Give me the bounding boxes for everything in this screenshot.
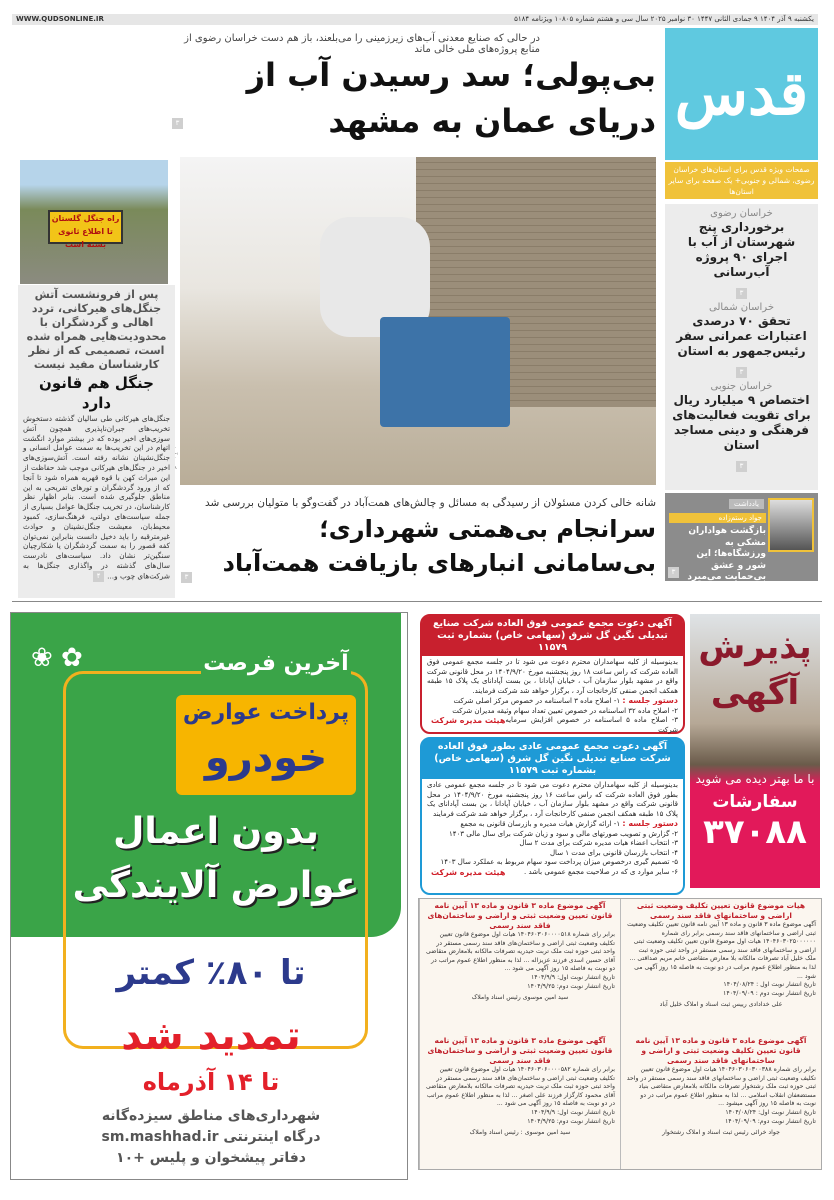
province-title: تحقق ۷۰ درصدی اعتبارات عمرانی سفر رئیس‌جمهور به استان [676, 314, 807, 358]
province-title: برخورداری پنج شهرستان از آب با اجرای ۹۰ پروژه آب‌رسانی [687, 220, 796, 279]
page-ref: ۳ [736, 288, 747, 299]
legal-notice: آگهی موضوع ماده ۳ قانون و ماده ۱۳ آیین نامه قانون تعیین وضعیت ثبتی و اراضی و ساختمان‌های فاقد سند رسمی برابر رای شماره ۱۴۰۴۶۰۳۰۶۰۰۰۰۵۱۸ هیات اول موضوع قانون تعیین تکلیف وضعیت ثبتی اراضی و ساختمان‌های فاقد سند رسمی مستقر در واحد ثبتی حوزه ثبت ملک تربت حیدریه تصرفات مالکانه بلامعارض متقاضی آقای حسین اسدی فرزند عزیزاله ... لذا به منظور اطلاع عموم مراتب در دو نوبت به فاصله ۱۵ روز آگهی می شود ... تاریخ انتشار نوبت اول: ۱۴۰۴/۹/۹ تاریخ انتشار نوبت دوم: ۱۴۰۴/۹/۲۵ سید امین موسوی رئیس اسناد واملاک [419, 899, 620, 1034]
page-ref: ۳ [736, 461, 747, 472]
ad-line: پرداخت عوارض [182, 700, 350, 725]
ad-line: آگهی [710, 673, 800, 713]
date-line: یکشنبه ۹ آذر ۱۴۰۴ ۹ جمادی الثانی ۱۴۴۷ ۳۰ نوامبر ۲۰۲۵ سال سی و هشتم شماره ۱۰۸۰۵ ویژنامه ۵۱۸۴ [514, 15, 814, 23]
province-item[interactable] [669, 380, 814, 472]
notice-title: آگهی دعوت مجمع عمومی فوق العاده شرکت صنایع تبدیلی نگین گل شرق (سهامی خاص) بشماره ثبت ۱۱۵۷۹ [422, 616, 683, 656]
newspaper-logo: قدس [665, 28, 818, 160]
ad-url[interactable]: درگاه اینترنتی sm.mashhad.ir [101, 1129, 321, 1145]
ad-line: خودرو [204, 735, 328, 781]
legal-notice: هیات موضوع قانون تعیین تکلیف وضعیت ثبتی اراضی و ساختمانهای فاقد سند رسمی آگهی موضوع ماده ۳ قانون و ماده ۱۳ آیین نامه قانون تعیین تکلیف وضعیت ثبتی اراضی و ساختمانهای فاقد سند رسمی برابر رای شماره ۱۴۰۴۶۰۳۰۲۵۰۰۰۰۰۰ هیات اول موضوع قانون تعیین تکلیف وضعیت ثبتی اراضی و ساختمانهای فاقد سند رسمی مستقر در واحد ثبتی حوزه ثبت ملک خلیل آباد تصرفات مالکانه بلا معارض متقاضی خانم مریم صداقتی ... لذا به منظور اطلاع عموم مراتب در دو نوبت به فاصله ۱۵ روز آگهی می شود ... تاریخ انتشار نوبت اول : ۱۴۰۴/۰۸/۲۴ تاریخ انتشار نوبت دوم : ۱۴۰۴/۰۹/۰۹ علی خدادادی رییس ثبت اسناد و املاک خلیل آباد [620, 899, 821, 1034]
note-label: یادداشت [729, 499, 764, 509]
notice-body: بدینوسیله از کلیه سهامداران محترم دعوت می شود تا در جلسه مجمع عمومی فوق العاده شرکت که راس ساعت ۱۸ روز پنجشنبه مورخ ۱۴۰۴/۹/۲۰ در محل قانونی شرکت واقع در مشهد بلوار سازمان آب ، خیابان آپادانا ، بن بست آپادانای یک پلاک ۱۵ طبقه همکف انجمن صنفی کارخانجات آرد ، برگزار خواهد شد شرکت فرمایند. دستور جلسه : ۱- اصلاح ماده ۳ اساسنامه در خصوص مرکز اصلی شرکت ۲- اصلاح ماده ۳۲ اساسنامه در خصوص تعیین تعداد سهام وثیقه مدیران شرکت هیئت مدیره شرکت ۳- اصلاح ماده ۵ اساسنامه در خصوص افزایش سرمایه شرکت [427, 658, 679, 734]
forest-photo [20, 160, 168, 284]
provinces-column [665, 204, 818, 490]
province-label: خراسان شمالی [708, 302, 774, 313]
top-bar [12, 14, 818, 25]
second-kicker: شانه خالی کردن مسئولان از رسیدگی به مسائل و چالش‌های همت‌آباد در گفت‌وگو با متولیان بررسی شد [204, 497, 656, 509]
page-ref: ۳ [668, 567, 679, 578]
ad-acceptance-banner [690, 614, 820, 888]
notice-body: بدینوسیله از کلیه سهامداران محترم دعوت می شود تا در جلسه مجمع عمومی عادی بطور فوق العاده شرکت که راس ساعت ۱۶ روز پنجشنبه مورخ ۱۴۰۴/۹/۲۰ در محل قانونی شرکت واقع در مشهد بلوار سازمان آب ، خیابان آپادانا ، بن بست آپادانای یک پلاک ۱۵ طبقه همکف انجمن صنفی کارخانجات آرد ، برگزار خواهد شد شرکت فرمایند دستور جلسه : ۱- ارائه گزارش هیات مدیره و بازرسان قانونی به مجمع ۲- گزارش و تصویب صورتهای مالی و سود و زیان شرکت برای سال مالی ۱۴۰۳ ۳- انتخاب اعضاء هیات مدیره شرکت برای مدت ۲ سال ۴- انتخاب بازرسان قانونی برای مدت ۱ سال ۵- تصمیم گیری درخصوص میزان پرداخت سود سهام مربوط به عملکرد سال ۱۴۰۳ هیئت مدیره شرکت ۶- سایر موارد ی که در صلاحیت مجمع عمومی باشد . [427, 781, 678, 877]
legal-notices [418, 898, 822, 1170]
ad-deadline: تا ۱۴ آذرماه [142, 1068, 280, 1096]
ad-line: با ما بهتر دیده می شوید [695, 772, 815, 786]
note-title: بازگشت هواداران مشکی به ورزشگاه‌ها؛ این شور و عشق بی‌حمایت می‌میرد [687, 526, 766, 582]
ad-line: پذیرش [698, 627, 812, 667]
page-ref: ۴ [93, 571, 104, 582]
notice-blue [420, 737, 685, 895]
notice-sign: هیئت مدیره شرکت [431, 716, 506, 725]
yellow-box [176, 695, 356, 795]
note-author: جواد رستم‌زاده [669, 513, 766, 523]
page-ref: ۳ [736, 367, 747, 378]
ad-discount: تا ۸۰٪ کمتر [116, 953, 306, 993]
page-ref: ۳ [172, 118, 183, 129]
notice-red [420, 614, 685, 734]
province-item[interactable] [669, 207, 814, 299]
second-headline[interactable]: سرانجام بی‌همتی شهرداری؛ بی‌سامانی انبارهای بازیافت همت‌آباد [222, 515, 656, 577]
tagline: صفحات ویژه قدس برای استان‌های خراسان رضوی، شمالی و جنوبی+ یک صفحه برای سایر استان‌ها [665, 162, 818, 199]
agenda-label: دستور جلسه : [622, 819, 678, 828]
note-box[interactable] [665, 493, 818, 581]
ad-line: آخرین فرصت [201, 651, 351, 676]
site-url[interactable]: WWW.QUDSONLINE.IR [16, 15, 104, 23]
notice-title: آگهی دعوت مجمع عمومی عادی بطور فوق العاده شرکت صنایع تبدیلی نگین گل شرق (سهامی خاص) بشماره ثبت ۱۱۵۷۹ [422, 739, 683, 779]
ad-line: بدون اعمال عوارض آلایندگی [72, 811, 360, 906]
lead-kicker: در حالی که صنایع معدنی آب‌های زیرزمینی را می‌بلعند، باز هم دست خراسان رضوی از منابع پروژه‌های ملی خالی ماند [184, 33, 540, 55]
blue-truck [380, 317, 510, 427]
lead-headline[interactable]: بی‌پولی؛ سد رسیدن آب از دریای عمان به مشهد [246, 56, 656, 140]
ad-extended: تمدید شد [121, 1013, 301, 1059]
forest-article [18, 285, 175, 598]
municipality-logos-icon: ✿ ❀ [31, 643, 83, 673]
author-photo [768, 498, 814, 552]
agenda-label: دستور جلسه : [622, 696, 678, 705]
ad-line: سفارشات [712, 792, 798, 812]
notice-sign: هیئت مدیره شرکت [431, 867, 506, 877]
ad-phone[interactable]: ۳۷۰۸۸ [703, 812, 807, 852]
province-title: اختصاص ۹ میلیارد ریال برای تقویت فعالیت‌های فرهنگی و دینی مساجد استان [672, 393, 811, 452]
province-item[interactable] [669, 301, 814, 378]
road-sign: راه جنگل گلستان تا اطلاع ثانوی بسته است [48, 210, 123, 244]
main-photo [180, 157, 656, 485]
province-label: خراسان رضوی [710, 208, 773, 219]
vehicle-tax-ad [10, 612, 408, 1180]
forest-lead: پس از فرونشست آتش جنگل‌های هیرکانی، تردد اهالی و گردشگران با محدودیت‌هایی همراه شده است، تصمیمی که از نظر کارشناسان مفید نیست [26, 288, 167, 371]
forest-headline[interactable]: جنگل هم قانون دارد [39, 374, 154, 412]
ad-info: شهرداری‌های مناطق سیزده‌گانه درگاه اینترنتی sm.mashhad.ir دفاتر پیشخوان و پلیس +۱۰ [71, 1106, 351, 1169]
province-label: خراسان جنوبی [710, 381, 773, 392]
page-ref: ۳ [181, 572, 192, 583]
forest-body: جنگل‌های هیرکانی طی سالیان گذشته دستخوش تخریب‌های جبران‌ناپذیری همچون آتش سوزی‌های اخیر بوده که در بیشتر موارد انگشت اتهام در این تخریب‌ها به سمت عوامل انسانی و جنگل‌نشینان نشانه رفته است. آتش‌سوزی‌های اخیر در جنگل‌های هیرکانی موجب شد حفاظت از این میراث کهن با قوه قهریه همراه شود تا آنجا که از ورود گردشگران و تورهای تفریحی به این مناطق جلوگیری شده است. بنابر اظهار نظر کارشناسان، در تخریب جنگل‌ها عوامل بسیاری از جمله سیاست‌های دولتی، فرهنگ‌سازی، کمبود محیط‌بان، معیشت جنگل‌نشینان و حوادث غیرمترقبه را باید دخیل دانست بنابراین نمی‌توان کفه قصور را به سمت گردشگران یا شکارچیان سنگین‌تر نشان داد. سیاست‌های نادرست سال‌های گذشته در واگذاری جنگل‌ها به شرکت‌های چوب و...۴ [23, 414, 170, 581]
legal-notice: آگهی موضوع ماده ۳ قانون و ماده ۱۳ آیین نامه قانون تعیین تکلیف وضعیت ثبتی و اراضی و ساختمانهای فاقد سند رسمی برابر رای شماره ۱۴۰۴۶۰۳۰۶۰۳۰۰۳۸۸ هیات اول موضوع قانون تعیین تکلیف وضعیت ثبتی اراضی و ساختمانهای فاقد سند رسمی مستقر در واحد ثبتی حوزه ثبت ملک رشتخوار تصرفات مالکانه بلامعارض متقاضی بنیاد مستضعفان انقلاب اسلامی ... لذا به منظور اطلاع عموم مراتب در دو نوبت به فاصله ۱۵ روز آگهی میشود ... تاریخ انتشار نوبت اول: ۱۴۰۴/۰۸/۲۴ تاریخ انتشار نوبت دوم: ۱۴۰۴/۰۹/۰۹ جواد خرائی رئیس ثبت اسناد و املاک رشتخوار [620, 1034, 821, 1169]
section-divider [12, 601, 822, 602]
legal-notice: آگهی موضوع ماده ۳ قانون و ماده ۱۳ آیین نامه قانون تعیین وضعیت ثبتی و اراضی و ساختمان‌های فاقد سند رسمی برابر رای شماره ۱۴۰۴۶۰۳۰۶۰۰۰۰۵۸۲ هیات اول موضوع قانون تعیین تکلیف وضعیت ثبتی اراضی و ساختمان‌های فاقد سند رسمی مستقر در واحد ثبتی حوزه ثبت ملک تربت حیدریه تصرفات مالکانه بلامعارض متقاضی آقای محمود کارگزار فرزند علی اصغر ... لذا به منظور اطلاع عموم مراتب در دو نوبت به فاصله ۱۵ روز آگهی می شود ... تاریخ انتشار نوبت اول: ۱۴۰۴/۹/۹ تاریخ انتشار نوبت دوم: ۱۴۰۴/۹/۲۵ سید امین موسوی : رئیس اسناد واملاک [419, 1034, 620, 1169]
